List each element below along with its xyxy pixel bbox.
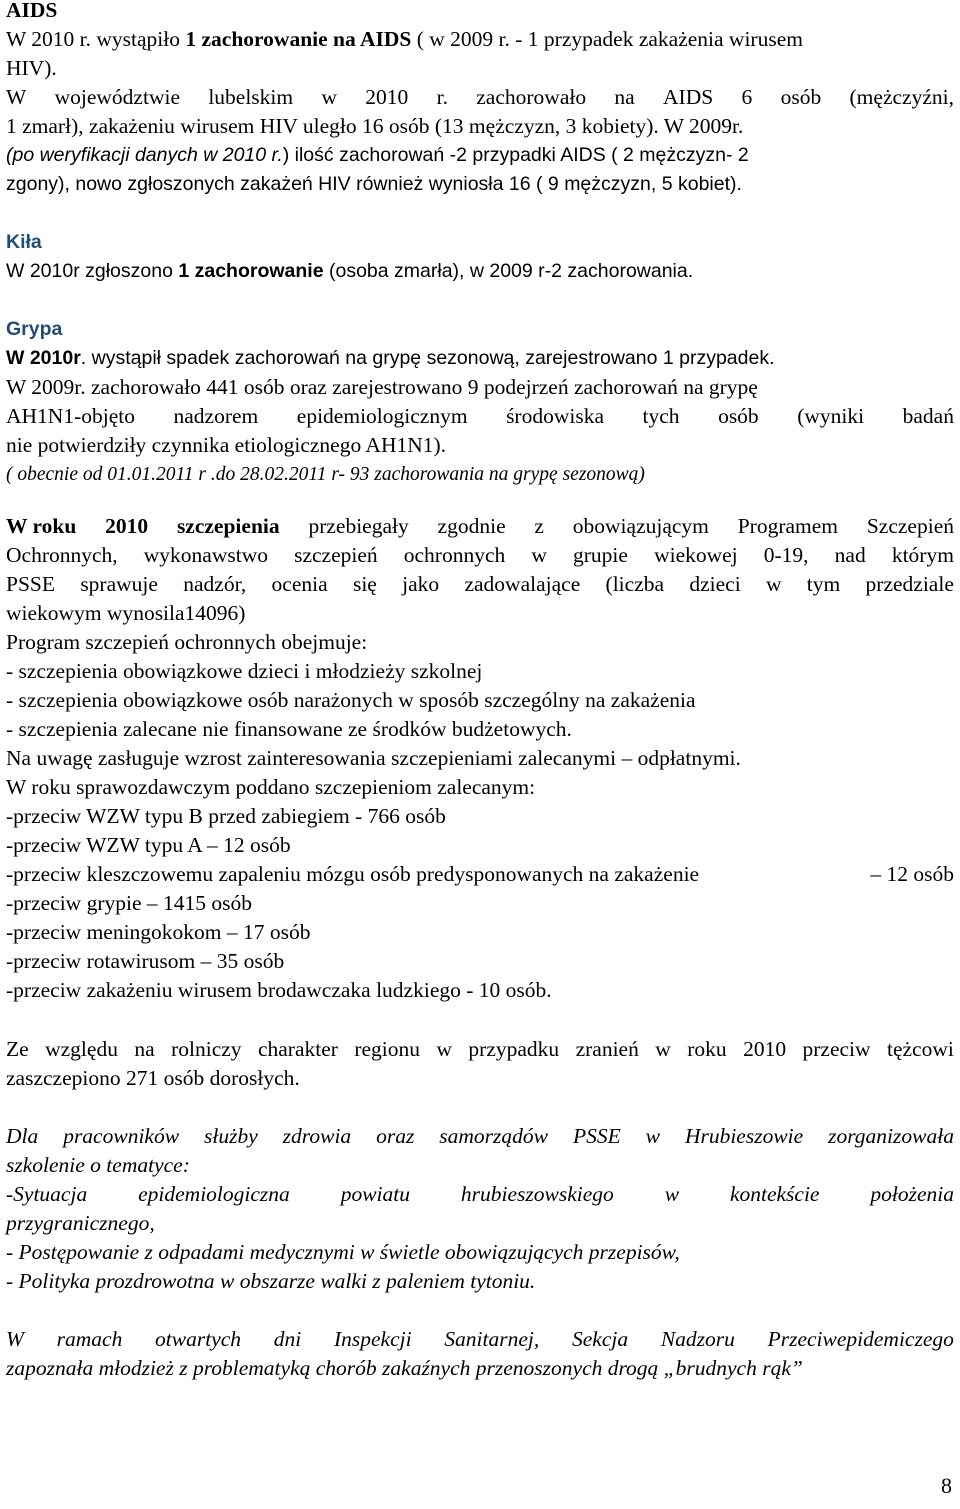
grypa-section [6, 315, 954, 373]
word: Programem [737, 514, 839, 538]
word: zgodnie [437, 514, 506, 538]
word: ochronnych [403, 543, 506, 567]
tezec-section [6, 1035, 954, 1093]
word: w [436, 1037, 452, 1061]
word: Hrubieszowie [684, 1124, 804, 1148]
word: w [765, 572, 782, 596]
grypa-line-3 [6, 402, 954, 431]
word: w [645, 1124, 660, 1148]
word: tych [642, 404, 680, 428]
szkolenie-line-4: przygranicznego, [6, 1211, 155, 1235]
word: położenia [870, 1182, 954, 1206]
kila-line: W 2010r zgłoszono 1 zachorowanie (osoba zmarła), w 2009 r-2 zachorowania. [6, 260, 694, 282]
aids-section [6, 0, 954, 141]
word: dzieci [689, 572, 741, 596]
word: obowiązującym [572, 514, 709, 538]
szczepienia-line-13: -przeciw kleszczowemu zapaleniu mózgu osób predysponowanych na zakażenie – 12 osób [6, 862, 954, 886]
szczepienia-line-5: Program szczepień ochronnych obejmuje: [6, 630, 368, 654]
word: zdrowia [282, 1124, 352, 1148]
grypa-line-2: W 2009r. zachorowało 441 osób oraz zarejestrowano 9 podejrzeń zachorowań na grypę [6, 375, 758, 399]
szczepienia-line-16: -przeciw rotawirusom – 35 osób [6, 949, 285, 973]
szczepienia-line-2 [6, 541, 954, 570]
word: zranień [575, 1037, 639, 1061]
word: Sekcja [571, 1327, 629, 1351]
word: Sanitarnej, [444, 1327, 540, 1351]
word: zachorowało [476, 85, 587, 109]
grypa-2009 [6, 373, 954, 489]
aids-verification [6, 141, 954, 199]
aids-line-6: zgony), nowo zgłoszonych zakażeń HIV również wyniosła 16 ( 9 mężczyzn, 5 kobiet). [6, 173, 742, 195]
szczepienia-line-10: W roku sprawozdawczym poddano szczepieniom zalecanym: [6, 775, 536, 799]
word: województwie [54, 85, 180, 109]
grypa-line-5: ( obecnie od 01.01.2011 r .do 28.02.2011 r- 93 zachorowania na grypę sezonową) [6, 464, 645, 485]
word: sprawuje [80, 572, 158, 596]
szczepienia-line-11: -przeciw WZW typu B przed zabiegiem - 766 osób [6, 804, 446, 828]
word: badań [902, 404, 954, 428]
szczepienia-line-3 [6, 570, 954, 599]
szkolenie-line-6: - Polityka prozdrowotna w obszarze walki z paleniem tytoniu. [6, 1269, 536, 1293]
word: z [534, 514, 544, 538]
word: nadzór, [183, 572, 247, 596]
szczepienia-line-4: wiekowym wynosila14096) [6, 601, 246, 625]
word: r. [436, 85, 448, 109]
word: Dla [6, 1124, 39, 1148]
word: zorganizowała [828, 1124, 954, 1148]
word: (wyniki [797, 404, 865, 428]
word: -Sytuacja [6, 1182, 88, 1206]
word: hrubieszowskiego [460, 1182, 614, 1206]
word: kontekście [729, 1182, 820, 1206]
word: szczepień [294, 543, 378, 567]
dni-line-1 [6, 1325, 954, 1354]
tezec-line-1 [6, 1035, 954, 1064]
word: się [352, 572, 377, 596]
grypa-heading: Grypa [6, 318, 63, 340]
szczepienia-line-12: -przeciw WZW typu A – 12 osób [6, 833, 291, 857]
word: PSSE [6, 572, 56, 596]
word: Szczepień [866, 514, 954, 538]
word: Ochronnych, [6, 543, 118, 567]
word: PSSE [572, 1124, 621, 1148]
word: powiatu [340, 1182, 410, 1206]
szkolenie-line-1 [6, 1122, 954, 1151]
word: w [321, 85, 337, 109]
word: 0-19, [763, 543, 809, 567]
grypa-line-4: nie potwierdziły czynnika etiologicznego AH1N1). [6, 433, 447, 457]
szkolenie-line-5: - Postępowanie z odpadami medycznymi w świetle obowiązujących przepisów, [6, 1240, 680, 1264]
szczepienia-line-17: -przeciw zakażeniu wirusem brodawczaka ludzkiego - 10 osób. [6, 978, 552, 1002]
word: przeciw [802, 1037, 871, 1061]
word: roku [687, 1037, 727, 1061]
word: AIDS [663, 85, 714, 109]
word: przedziale [865, 572, 954, 596]
word: względu [45, 1037, 118, 1061]
word: lubelskim [208, 85, 294, 109]
word: ramach [56, 1327, 123, 1351]
word: wiekowej [654, 543, 738, 567]
word: środowiska [506, 404, 604, 428]
szczepienia-line-15: -przeciw meningokokom – 17 osób [6, 920, 311, 944]
word: charakter [257, 1037, 338, 1061]
word: przebiegały [308, 514, 409, 538]
word: grupie [573, 543, 628, 567]
szczepienia-line-14: -przeciw grypie – 1415 osób [6, 891, 252, 915]
word: ocenia [271, 572, 328, 596]
word: (mężczyźni, [849, 85, 954, 109]
kila-heading: Kiła [6, 231, 42, 253]
word: pracowników [63, 1124, 180, 1148]
szkolenie-section [6, 1122, 954, 1296]
word: 6 [741, 85, 753, 109]
tezec-line-2: zaszczepiono 271 osób dorosłych. [6, 1066, 300, 1090]
word: w [655, 1037, 671, 1061]
word: regionu [354, 1037, 421, 1061]
word: W [6, 85, 27, 109]
aids-line-2: HIV). [6, 56, 57, 80]
word: tężcowi [886, 1037, 954, 1061]
word: nadzorem [173, 404, 259, 428]
word: epidemiologiczna [138, 1182, 290, 1206]
word: oraz [376, 1124, 415, 1148]
word: w [664, 1182, 680, 1206]
szkolenie-line-2: szkolenie o tematyce: [6, 1153, 190, 1177]
word: Ze [6, 1037, 29, 1061]
word: zadowalające [464, 572, 581, 596]
dni-line-2: zapoznała młodzież z problematyką chorób zakaźnych przenoszonych drogą „brudnych rąk” [6, 1356, 803, 1380]
szczepienia-line-7: - szczepienia obowiązkowe osób narażonych w sposób szczególny na zakażenia [6, 688, 696, 712]
word: AH1N1-objęto [6, 404, 135, 428]
word: Nadzoru [660, 1327, 735, 1351]
szkolenie-line-3 [6, 1180, 954, 1209]
word: jako [402, 572, 440, 596]
word: wykonawstwo [143, 543, 268, 567]
szczepienia-line-9: Na uwagę zasługuje wzrost zainteresowania szczepieniami zalecanymi – odpłatnymi. [6, 746, 741, 770]
aids-line-1: W 2010 r. wystąpiło 1 zachorowanie na AIDS ( w 2009 r. - 1 przypadek zakażenia wirusem [6, 27, 803, 51]
word: 2010 [743, 1037, 787, 1061]
word: osób [718, 404, 759, 428]
word: przypadku [468, 1037, 560, 1061]
page-number: 8 [941, 1473, 952, 1498]
word: służby [203, 1124, 258, 1148]
word: dni [273, 1327, 302, 1351]
word: rolniczy [171, 1037, 242, 1061]
word: na [134, 1037, 155, 1061]
kila-section [6, 228, 954, 286]
aids-line-3 [6, 83, 954, 112]
word: w [531, 543, 547, 567]
word: tym [806, 572, 841, 596]
szczepienia-section [6, 512, 954, 1005]
dni-otwarte-section [6, 1325, 954, 1383]
word: nad [834, 543, 866, 567]
word: samorządów [439, 1124, 548, 1148]
word: na [614, 85, 635, 109]
word: 2010 [365, 85, 409, 109]
szczepienia-line-6: - szczepienia obowiązkowe dzieci i młodzieży szkolnej [6, 659, 483, 683]
szczepienia-line-8: - szczepienia zalecane nie finansowane ze środków budżetowych. [6, 717, 572, 741]
word: Inspekcji [333, 1327, 412, 1351]
word: osób [780, 85, 822, 109]
aids-line-5: (po weryfikacji danych w 2010 r.) ilość zachorowań -2 przypadki AIDS ( 2 mężczyzn- 2 [6, 144, 749, 166]
word: W [6, 1327, 24, 1351]
grypa-line-1: W 2010r. wystąpił spadek zachorowań na grypę sezonową, zarejestrowano 1 przypadek. [6, 347, 775, 369]
aids-line-4: 1 zmarł), zakażeniu wirusem HIV uległo 16 osób (13 mężczyzn, 3 kobiety). W 2009r. [6, 114, 744, 138]
word: (liczba [605, 572, 665, 596]
szczepienia-line-1: W roku 2010 szczepienia przebiegały zgodnie z obowiązującym Programem Szczepień [6, 512, 954, 541]
aids-heading: AIDS [6, 0, 58, 22]
word: Przeciwepidemiczego [767, 1327, 954, 1351]
word: otwartych [155, 1327, 242, 1351]
word: epidemiologicznym [296, 404, 468, 428]
word: którym [891, 543, 954, 567]
